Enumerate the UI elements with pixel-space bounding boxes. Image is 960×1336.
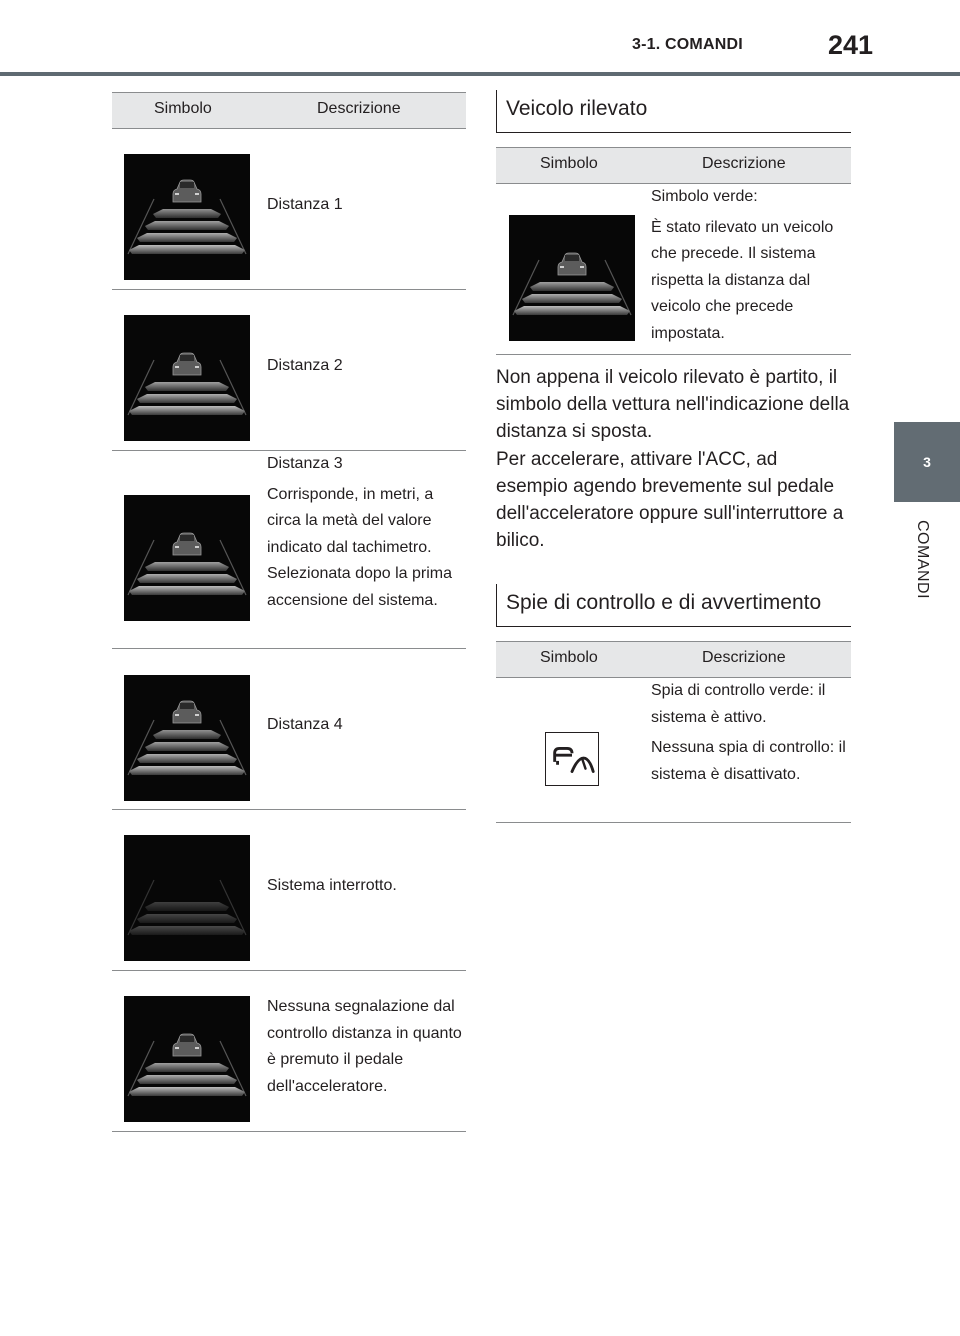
- distance-bar: [137, 754, 237, 763]
- acc-distance-4-icon: [124, 675, 250, 801]
- description-line: Distanza 1: [267, 196, 343, 213]
- distance-bar: [129, 245, 245, 254]
- left-row-3-description: [267, 451, 462, 618]
- vehicle-table-header: [496, 147, 851, 184]
- description-line: Nessuna spia di controllo: il sistema è disattivato.: [651, 739, 846, 783]
- symbol-column-header: Simbolo: [540, 649, 598, 666]
- acc-interrupted-icon: [124, 835, 250, 961]
- distance-bar: [129, 406, 245, 415]
- distance-bar: [145, 382, 229, 391]
- description-line: Nessuna segnalazione dal controllo distanza in quanto è premuto il pedale dell'acceleratore.: [267, 998, 462, 1095]
- left-row-5-description: [267, 873, 462, 904]
- row-divider: [112, 1131, 466, 1132]
- description-line: È stato rilevato un veicolo che precede. Il sistema rispetta la distanza dal veicolo che precede impostata.: [651, 218, 834, 342]
- row-divider: [112, 809, 466, 810]
- description-line: Simbolo verde:: [651, 188, 758, 205]
- description-line: Corrisponde, in metri, a circa la metà del valore indicato dal tachimetro. Selezionata dopo la prima accensione del sistema.: [267, 485, 453, 609]
- car-silhouette: [173, 180, 201, 202]
- description-column-header: Descrizione: [702, 155, 786, 172]
- distance-bar: [153, 209, 221, 218]
- chapter-number: 3: [923, 454, 931, 470]
- acc-accelerator-pressed-icon: [124, 996, 250, 1122]
- distance-bar: [129, 926, 245, 935]
- description-column-header: Descrizione: [702, 649, 786, 666]
- row-divider: [112, 970, 466, 971]
- description-column-header: Descrizione: [317, 100, 401, 117]
- left-row-1-description: [267, 192, 462, 223]
- chapter-label: COMANDI: [914, 520, 931, 600]
- car-silhouette: [173, 533, 201, 555]
- car-silhouette: [173, 701, 201, 723]
- header-rule: [0, 72, 960, 76]
- body-paragraph: Per accelerare, attivare l'ACC, ad esempio agendo brevemente sul pedale dell'acceleratore oppure sull'interruttore a bilico.: [496, 449, 844, 551]
- distance-bar: [145, 1063, 229, 1072]
- distance-bar: [145, 221, 229, 230]
- row-divider: [112, 648, 466, 649]
- left-row-4-description: [267, 712, 462, 743]
- distance-bar: [137, 233, 237, 242]
- distance-bar: [137, 1075, 237, 1084]
- symbol-column-header: Simbolo: [154, 100, 212, 117]
- symbol-column-header: Simbolo: [540, 155, 598, 172]
- distance-bar: [137, 394, 237, 403]
- car-silhouette: [558, 253, 586, 275]
- vehicle-detected-description: [651, 184, 847, 351]
- description-line: Sistema interrotto.: [267, 877, 397, 894]
- description-line: Distanza 2: [267, 357, 343, 374]
- section-title-vehicle-detected: Veicolo rilevato: [506, 97, 648, 120]
- running-header-section: 3-1. COMANDI: [632, 36, 743, 53]
- distance-bar: [522, 294, 622, 303]
- acc-indicator-light-icon: [545, 732, 599, 786]
- car-silhouette: [173, 1034, 201, 1056]
- distance-bar: [530, 282, 614, 291]
- distance-bar: [145, 742, 229, 751]
- car-silhouette: [173, 353, 201, 375]
- section-marker: [496, 584, 497, 626]
- body-paragraph: Non appena il veicolo rilevato è partito, il simbolo della vettura nell'indicazione della distanza si sposta.: [496, 367, 850, 442]
- indicator-light-description: [651, 678, 847, 792]
- description-line: Distanza 3: [267, 455, 343, 472]
- section-underline: [496, 626, 851, 627]
- row-divider: [496, 822, 851, 823]
- row-divider: [112, 289, 466, 290]
- description-line: Distanza 4: [267, 716, 343, 733]
- distance-bar: [145, 902, 229, 911]
- section-marker: [496, 90, 497, 132]
- section-underline: [496, 132, 851, 133]
- section-title-warning-lights: Spie di controllo e di avvertimento: [506, 591, 822, 614]
- chapter-tab: [894, 422, 960, 502]
- distance-bar: [129, 766, 245, 775]
- page-number: 241: [828, 30, 874, 60]
- distance-bar: [137, 914, 237, 923]
- distance-bar: [129, 586, 245, 595]
- acc-distance-3-icon: [124, 495, 250, 621]
- acc-distance-2-icon: [124, 315, 250, 441]
- acc-distance-1-icon: [124, 154, 250, 280]
- left-row-6-description: [267, 994, 462, 1104]
- distance-bar: [129, 1087, 245, 1096]
- row-divider: [496, 354, 851, 355]
- left-row-2-description: [267, 353, 462, 384]
- distance-bar: [514, 306, 630, 315]
- warning-table-header: [496, 641, 851, 678]
- left-table-header: [112, 92, 466, 129]
- distance-bar: [137, 574, 237, 583]
- distance-bar: [153, 730, 221, 739]
- vehicle-detected-icon: [509, 215, 635, 341]
- distance-bar: [145, 562, 229, 571]
- description-line: Spia di controllo verde: il sistema è attivo.: [651, 682, 826, 726]
